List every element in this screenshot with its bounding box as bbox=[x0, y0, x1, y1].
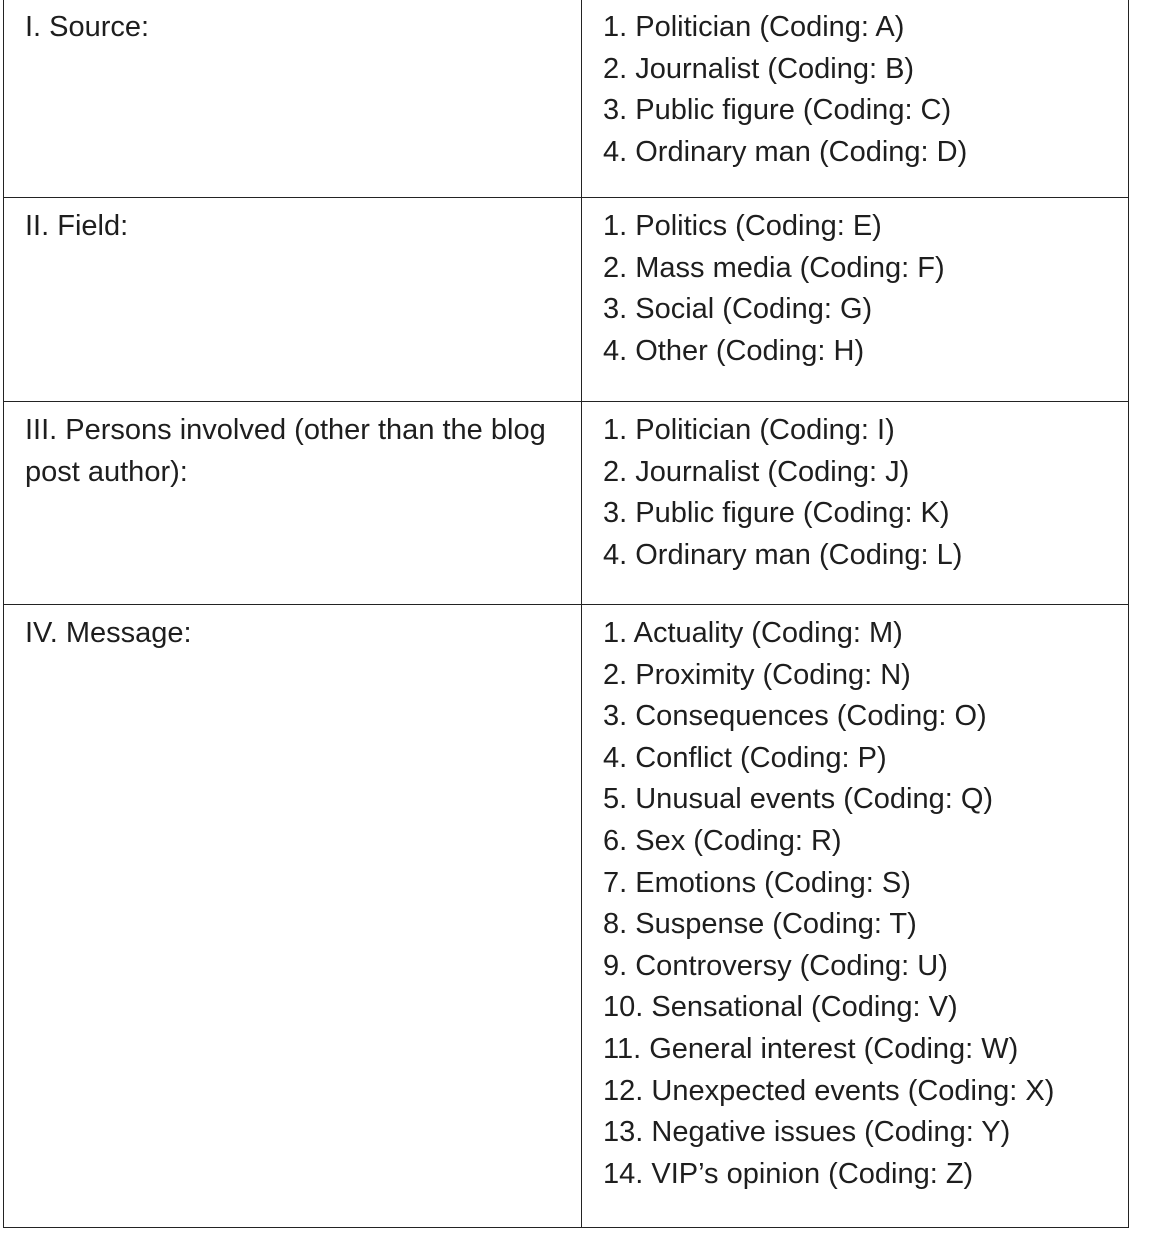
option-item: 9. Controversy (Coding: U) bbox=[603, 949, 948, 982]
option-item: 10. Sensational (Coding: V) bbox=[603, 991, 958, 1024]
option-item: 1. Actuality (Coding: M) bbox=[603, 617, 903, 649]
option-item: 1. Politician (Coding: A) bbox=[603, 11, 905, 43]
options-list-field bbox=[582, 198, 1129, 402]
option-item: 2. Proximity (Coding: N) bbox=[603, 658, 911, 691]
option-item: 5. Unusual events (Coding: Q) bbox=[603, 783, 994, 816]
coding-scheme-table bbox=[3, 0, 1129, 1228]
option-item: 2. Journalist (Coding: J) bbox=[603, 455, 910, 488]
option-item: 11. General interest (Coding: W) bbox=[603, 1032, 1019, 1065]
option-item: 8. Suspense (Coding: T) bbox=[603, 908, 917, 941]
option-item: 3. Public figure (Coding: K) bbox=[603, 497, 950, 530]
category-label-message: IV. Message: bbox=[4, 605, 582, 1228]
option-item: 13. Negative issues (Coding: Y) bbox=[603, 1116, 1011, 1149]
table-row-field bbox=[4, 198, 1129, 402]
option-item: 1. Politics (Coding: E) bbox=[603, 210, 882, 242]
option-item: 2. Journalist (Coding: B) bbox=[603, 52, 915, 85]
option-item: 2. Mass media (Coding: F) bbox=[603, 251, 945, 284]
category-label-field: II. Field: bbox=[4, 198, 582, 402]
table-row-persons-involved bbox=[4, 402, 1129, 605]
option-item: 4. Ordinary man (Coding: L) bbox=[603, 538, 963, 571]
option-item: 3. Social (Coding: G) bbox=[603, 293, 873, 326]
options-list-persons-involved bbox=[582, 402, 1129, 605]
table-row-source bbox=[4, 0, 1129, 198]
table-row-message bbox=[4, 605, 1129, 1228]
options-list-source bbox=[582, 0, 1129, 198]
option-item: 7. Emotions (Coding: S) bbox=[603, 866, 911, 899]
option-item: 1. Politician (Coding: I) bbox=[603, 414, 895, 446]
option-item: 14. VIP’s opinion (Coding: Z) bbox=[603, 1157, 974, 1190]
option-item: 12. Unexpected events (Coding: X) bbox=[603, 1074, 1055, 1107]
option-item: 4. Other (Coding: H) bbox=[603, 334, 865, 367]
category-label-source: I. Source: bbox=[4, 0, 582, 198]
option-item: 6. Sex (Coding: R) bbox=[603, 824, 842, 857]
option-item: 4. Ordinary man (Coding: D) bbox=[603, 135, 968, 168]
option-item: 3. Consequences (Coding: O) bbox=[603, 700, 987, 733]
option-item: 4. Conflict (Coding: P) bbox=[603, 741, 887, 774]
category-label-persons-involved: III. Persons involved (other than the blog post author): bbox=[4, 402, 582, 605]
option-item: 3. Public figure (Coding: C) bbox=[603, 94, 952, 127]
options-list-message bbox=[582, 605, 1129, 1228]
